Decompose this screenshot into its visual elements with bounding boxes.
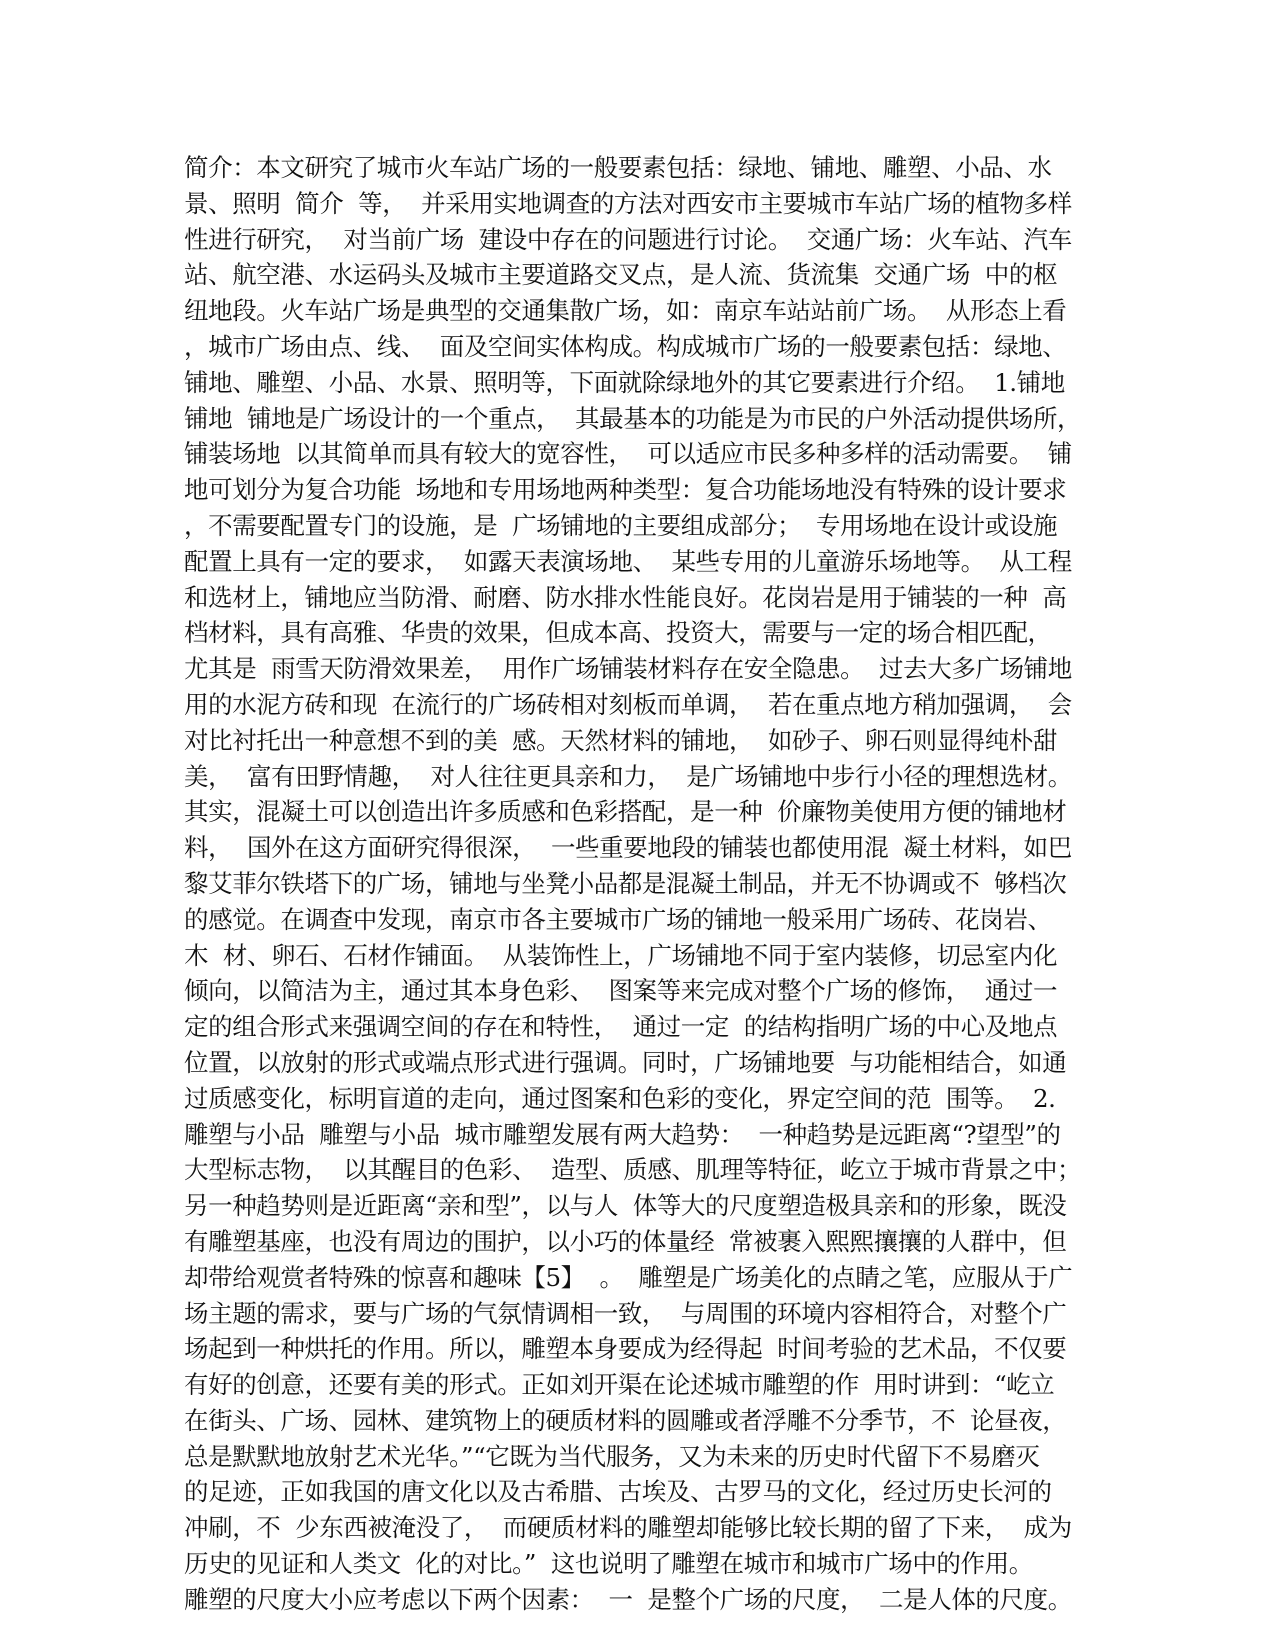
text-line: 雕塑与小品 雕塑与小品 城市雕塑发展有两大趋势： 一种趋势是远距离“?望型”的 xyxy=(184,1119,1061,1149)
text-line: ，不需要配置专门的设施，是 广场铺地的主要组成部分； 专用场地在设计或设施 xyxy=(184,510,1058,540)
text-line: 在街头、广场、园林、建筑物上的硬质材料的圆雕或者浮雕不分季节，不 论昼夜， xyxy=(184,1405,1067,1435)
text-line: 配置上具有一定的要求， 如露天表演场地、 某些专用的儿童游乐场地等。 从工程 xyxy=(184,546,1072,576)
text-line: 雕塑的尺度大小应考虑以下两个因素： 一 是整个广场的尺度， 二是人体的尺度。 xyxy=(184,1584,1072,1614)
text-line: 位置，以放射的形式或端点形式进行强调。同时，广场铺地要 与功能相结合，如通 xyxy=(184,1047,1067,1077)
text-line: 场起到一种烘托的作用。所以，雕塑本身要成为经得起 时间考验的艺术品，不仅要 xyxy=(184,1334,1067,1364)
text-line: 却带给观赏者特殊的惊喜和趣味【5】 。 雕塑是广场美化的点睛之笔，应服从于广 xyxy=(184,1262,1073,1292)
text-line: 纽地段。火车站广场是典型的交通集散广场，如：南京车站站前广场。 从形态上看 xyxy=(184,296,1067,326)
text-line: 木 材、卵石、石材作铺面。 从装饰性上，广场铺地不同于室内装修，切忌室内化 xyxy=(184,940,1058,970)
text-line: 的足迹，正如我国的唐文化以及古希腊、古埃及、古罗马的文化，经过历史长河的 xyxy=(184,1477,1052,1507)
text-line: 冲刷，不 少东西被淹没了， 而硬质材料的雕塑却能够比较长期的留了下来， 成为 xyxy=(184,1513,1072,1543)
text-line: 大型标志物， 以其醒目的色彩、 造型、质感、肌理等特征，屹立于城市背景之中； xyxy=(184,1155,1082,1185)
text-line: ，城市广场由点、线、 面及空间实体构成。构成城市广场的一般要素包括：绿地、 xyxy=(184,331,1067,361)
text-line: 景、照明 简介 等， 并采用实地调查的方法对西安市主要城市车站广场的植物多样 xyxy=(184,188,1072,218)
text-line: 对比衬托出一种意想不到的美 感。天然材料的铺地， 如砂子、卵石则显得纯朴甜 xyxy=(184,725,1058,755)
text-line: 总是默默地放射艺术光华。”“它既为当代服务，又为未来的历史时代留下不易磨灭 xyxy=(184,1441,1040,1471)
text-line: 简介：本文研究了城市火车站广场的一般要素包括：绿地、铺地、雕塑、小品、水 xyxy=(184,153,1052,182)
text-line: 倾向，以简洁为主，通过其本身色彩、 图案等来完成对整个广场的修饰， 通过一 xyxy=(184,976,1058,1006)
text-line: 地可划分为复合功能 场地和专用场地两种类型：复合功能场地没有特殊的设计要求 xyxy=(184,475,1067,505)
text-line: 有雕塑基座，也没有周边的围护，以小巧的体量经 常被裹入熙熙攘攘的人群中，但 xyxy=(184,1226,1067,1256)
text-line: 另一种趋势则是近距离“亲和型”，以与人 体等大的尺度塑造极具亲和的形象，既没 xyxy=(184,1191,1067,1221)
text-line: 其实，混凝土可以创造出许多质感和色彩搭配，是一种 价廉物美使用方便的铺地材 xyxy=(184,797,1067,827)
text-line: 料， 国外在这方面研究得很深， 一些重要地段的铺装也都使用混 凝土材料，如巴 xyxy=(184,833,1072,863)
text-line: 过质感变化，标明盲道的走向，通过图案和色彩的变化，界定空间的范 围等。 2. xyxy=(184,1083,1056,1113)
text-line: 用的水泥方砖和现 在流行的广场砖相对刻板而单调， 若在重点地方稍加强调， 会 xyxy=(184,689,1072,719)
text-line: 黎艾菲尔铁塔下的广场，铺地与坐凳小品都是混凝土制品，并无不协调或不 够档次 xyxy=(184,868,1067,898)
text-line: 定的组合形式来强调空间的存在和特性， 通过一定 的结构指明广场的中心及地点 xyxy=(184,1012,1058,1042)
text-line: 场主题的需求，要与广场的气氛情调相一致， 与周围的环境内容相符合，对整个广 xyxy=(184,1298,1067,1328)
text-line: 历史的见证和人类文 化的对比。” 这也说明了雕塑在城市和城市广场中的作用。 xyxy=(184,1549,1033,1579)
text-line: 铺地、雕塑、小品、水景、照明等，下面就除绿地外的其它要素进行介绍。 1.铺地 xyxy=(184,367,1065,397)
text-line: 尤其是 雨雪天防滑效果差， 用作广场铺装材料存在安全隐患。 过去大多广场铺地 xyxy=(184,654,1072,684)
text-line: 和选材上，铺地应当防滑、耐磨、防水排水性能良好。花岗岩是用于铺装的一种 高 xyxy=(184,582,1067,612)
text-line: 铺地 铺地是广场设计的一个重点， 其最基本的功能是为市民的户外活动提供场所， xyxy=(184,403,1082,433)
body-text xyxy=(184,150,1094,1618)
text-line: 铺装场地 以其简单而具有较大的宽容性， 可以适应市民多种多样的活动需要。 铺 xyxy=(184,439,1072,469)
text-line: 有好的创意，还要有美的形式。正如刘开渠在论述城市雕塑的作 用时讲到：“屹立 xyxy=(184,1370,1055,1400)
text-line: 站、航空港、水运码头及城市主要道路交叉点，是人流、货流集 交通广场 中的枢 xyxy=(184,260,1058,290)
text-line: 档材料，具有高雅、华贵的效果，但成本高、投资大，需要与一定的场合相匹配， xyxy=(184,618,1052,648)
text-line: 的感觉。在调查中发现，南京市各主要城市广场的铺地一般采用广场砖、花岗岩、 xyxy=(184,904,1052,934)
text-line: 性进行研究， 对当前广场 建设中存在的问题进行讨论。 交通广场：火车站、汽车 xyxy=(184,224,1072,254)
text-line: 美， 富有田野情趣， 对人往往更具亲和力， 是广场铺地中步行小径的理想选材。 xyxy=(184,761,1072,791)
